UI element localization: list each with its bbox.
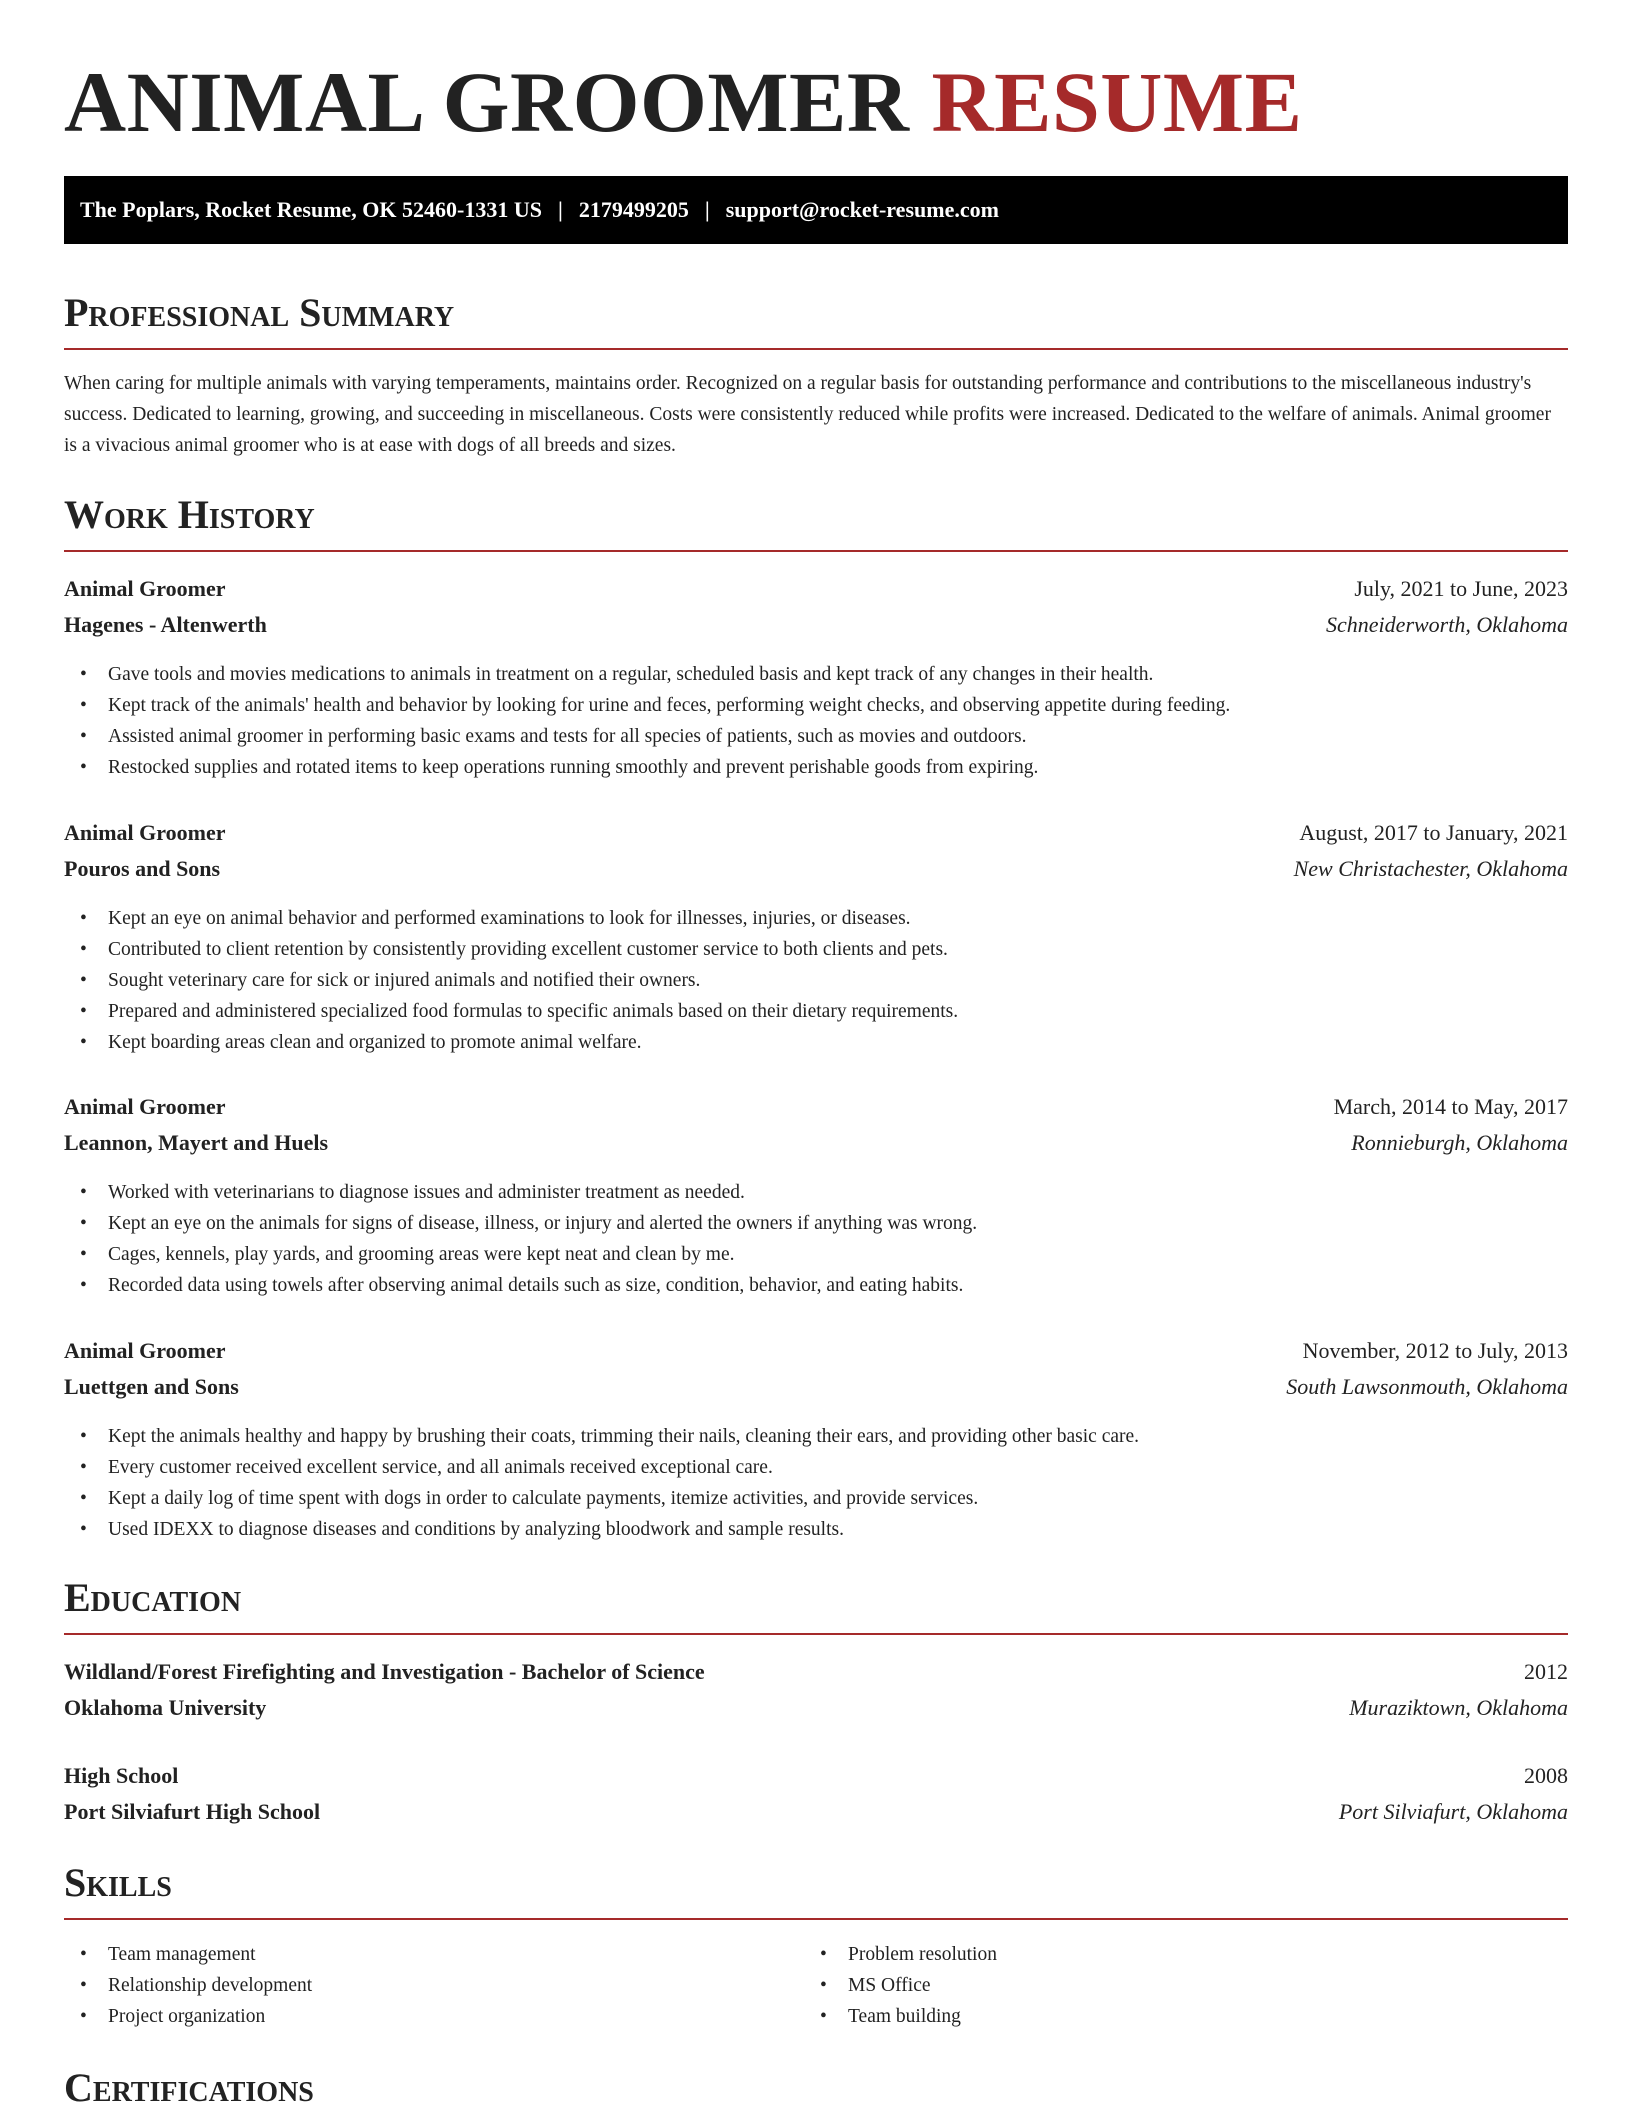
- list-item: • Kept the animals healthy and happy by brushing their coats, trimming their nails, cleaning their ears, and providing other basic care.: [64, 1421, 1568, 1452]
- list-item: • Recorded data using towels after observing animal details such as size, condition, behavior, and eating habits.: [64, 1270, 1568, 1301]
- list-item: • Sought veterinary care for sick or injured animals and notified their owners.: [64, 965, 1568, 996]
- resume-title: [64, 52, 1302, 152]
- contact-address: The Poplars, Rocket Resume, OK 52460-1331 US: [80, 197, 542, 222]
- section-heading-education: Education: [64, 1573, 1568, 1635]
- section-heading-work: Work History: [64, 490, 1568, 552]
- list-item: • Prepared and administered specialized food formulas to specific animals based on their dietary requirements.: [64, 996, 1568, 1027]
- list-item: • Cages, kennels, play yards, and grooming areas were kept neat and clean by me.: [64, 1239, 1568, 1270]
- title-name: ANIMAL GROOMER: [64, 54, 910, 150]
- job-title: Animal Groomer: [64, 1094, 226, 1119]
- contact-email: support@rocket-resume.com: [725, 197, 999, 222]
- list-item: • Assisted animal groomer in performing basic exams and tests for all species of patients, such as movies and outdoors.: [64, 721, 1568, 752]
- contact-bar: [64, 176, 1568, 244]
- job-location: South Lawsonmouth, Oklahoma: [1286, 1374, 1568, 1399]
- education-school: Port Silviafurt High School: [64, 1799, 321, 1824]
- job-title-row: [64, 1092, 1568, 1122]
- list-item: • Kept track of the animals' health and behavior by looking for urine and feces, performing weight checks, and observing appetite during feeding.: [64, 690, 1568, 721]
- skill-item: • MS Office: [804, 1970, 1568, 2001]
- skills-list-left: [64, 1939, 804, 2032]
- job-bullets: [64, 1177, 1568, 1301]
- section-heading-certifications: Certifications: [64, 2065, 314, 2110]
- job-title-row: [64, 574, 1568, 604]
- education-degree: Wildland/Forest Firefighting and Investigation - Bachelor of Science: [64, 1659, 705, 1684]
- job-title-row: [64, 818, 1568, 848]
- education-degree: High School: [64, 1763, 179, 1788]
- job-company: Leannon, Mayert and Huels: [64, 1130, 329, 1155]
- section-heading-skills: Skills: [64, 1858, 1568, 1920]
- job-company-row: [64, 1128, 1568, 1158]
- section-heading-summary: Professional Summary: [64, 288, 1568, 350]
- skill-item: • Team building: [804, 2001, 1568, 2032]
- job-bullets: [64, 903, 1568, 1058]
- job-dates: November, 2012 to July, 2013: [1302, 1338, 1568, 1363]
- education-school-row: [64, 1693, 1568, 1723]
- skill-item: • Team management: [64, 1939, 804, 1970]
- job-title: Animal Groomer: [64, 1338, 226, 1363]
- education-school: Oklahoma University: [64, 1695, 267, 1720]
- list-item: • Contributed to client retention by consistently providing excellent customer service to both clients and pets.: [64, 934, 1568, 965]
- title-resume: RESUME: [931, 54, 1303, 150]
- list-item: • Restocked supplies and rotated items to keep operations running smoothly and prevent perishable goods from expiring.: [64, 752, 1568, 783]
- job-location: Schneiderworth, Oklahoma: [1326, 612, 1568, 637]
- job-title: Animal Groomer: [64, 576, 226, 601]
- education-degree-row: [64, 1657, 1568, 1687]
- list-item: • Kept boarding areas clean and organized to promote animal welfare.: [64, 1027, 1568, 1058]
- job-dates: July, 2021 to June, 2023: [1354, 576, 1568, 601]
- list-item: • Gave tools and movies medications to animals in treatment on a regular, scheduled basis and kept track of any changes in their health.: [64, 659, 1568, 690]
- education-year: 2012: [1524, 1659, 1568, 1684]
- job-dates: March, 2014 to May, 2017: [1333, 1094, 1568, 1119]
- list-item: • Kept an eye on animal behavior and performed examinations to look for illnesses, injuries, or diseases.: [64, 903, 1568, 934]
- list-item: • Kept a daily log of time spent with dogs in order to calculate payments, itemize activities, and provide services.: [64, 1483, 1568, 1514]
- contact-phone: 2179499205: [578, 197, 689, 222]
- contact-separator: |: [704, 197, 710, 222]
- skill-item: • Problem resolution: [804, 1939, 1568, 1970]
- list-item: • Every customer received excellent service, and all animals received exceptional care.: [64, 1452, 1568, 1483]
- education-location: Port Silviafurt, Oklahoma: [1338, 1799, 1568, 1824]
- education-degree-row: [64, 1761, 1568, 1791]
- list-item: • Used IDEXX to diagnose diseases and conditions by analyzing bloodwork and sample results.: [64, 1514, 1568, 1545]
- job-title: Animal Groomer: [64, 820, 226, 845]
- list-item: • Kept an eye on the animals for signs of disease, illness, or injury and alerted the owners if anything was wrong.: [64, 1208, 1568, 1239]
- job-location: Ronnieburgh, Oklahoma: [1351, 1130, 1568, 1155]
- list-item: • Worked with veterinarians to diagnose issues and administer treatment as needed.: [64, 1177, 1568, 1208]
- education-year: 2008: [1524, 1763, 1568, 1788]
- skills-list-right: [804, 1939, 1568, 2032]
- job-company: Pouros and Sons: [64, 856, 221, 881]
- job-location: New Christachester, Oklahoma: [1293, 856, 1568, 881]
- job-bullets: [64, 659, 1568, 783]
- education-school-row: [64, 1797, 1568, 1827]
- job-dates: August, 2017 to January, 2021: [1299, 820, 1568, 845]
- job-company-row: [64, 854, 1568, 884]
- job-company: Hagenes - Altenwerth: [64, 612, 267, 637]
- job-company: Luettgen and Sons: [64, 1374, 239, 1399]
- job-bullets: [64, 1421, 1568, 1545]
- job-company-row: [64, 1372, 1568, 1402]
- contact-separator: |: [557, 197, 563, 222]
- education-location: Muraziktown, Oklahoma: [1349, 1695, 1568, 1720]
- summary-text: When caring for multiple animals with varying temperaments, maintains order. Recognized on a regular basis for outstanding performance and contributions to the miscellaneous industry's success. Dedicated to learning, growing, and succeeding in miscellaneous. Costs were consistently reduced while profits were increased. Dedicated to the welfare of animals. Animal groomer is a vivacious animal groomer who is at ease with dogs of all breeds and sizes.: [64, 373, 1551, 456]
- skill-item: • Relationship development: [64, 1970, 804, 2001]
- skill-item: • Project organization: [64, 2001, 804, 2032]
- job-title-row: [64, 1336, 1568, 1366]
- job-company-row: [64, 610, 1568, 640]
